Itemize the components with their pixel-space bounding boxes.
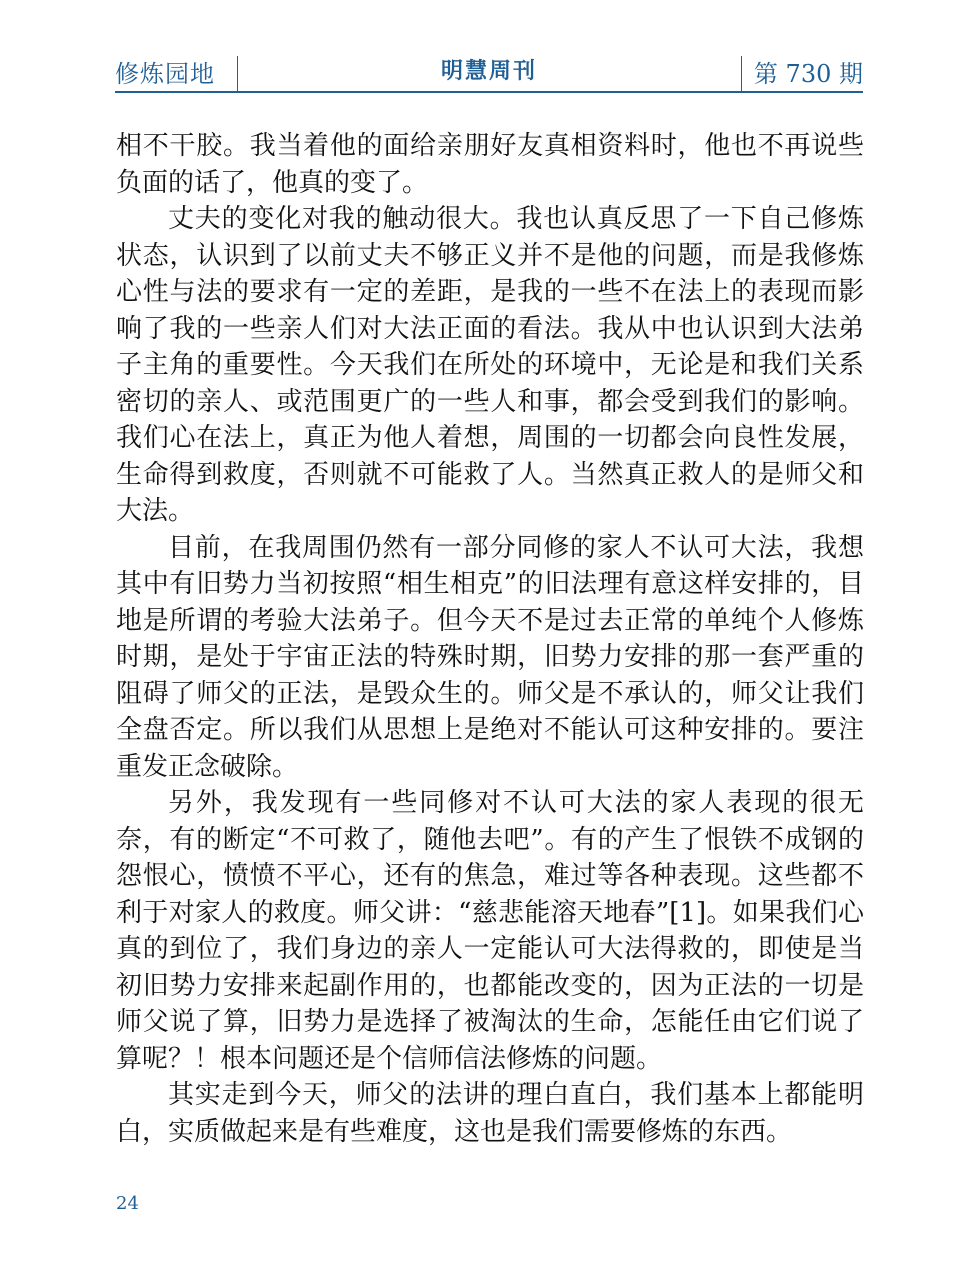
- page-number: 24: [116, 1193, 139, 1214]
- paragraph: 相不干胶。我当着他的面给亲朋好友真相资料时，他也不再说些负面的话了，他真的变了。: [116, 131, 864, 198]
- header-rule: [115, 91, 863, 93]
- article-body: [116, 128, 864, 1150]
- paragraph: 目前，在我周围仍然有一部分同修的家人不认可大法，我想其中有旧势力当初按照“相生相克”的旧法理有意这样安排的，目地是所谓的考验大法弟子。但今天不是过去正常的单纯个人修炼时期，是处于宇宙正法的特殊时期，旧势力安排的那一套严重的阻碍了师父的正法，是毁众生的。师父是不承认的，师父让我们全盘否定。所以我们从思想上是绝对不能认可这种安排的。要注重发正念破除。: [116, 532, 864, 782]
- header-divider-right: [741, 56, 742, 92]
- paragraph: 另外，我发现有一些同修对不认可大法的家人表现的很无奈，有的断定“不可救了，随他去吧”。有的产生了恨铁不成钢的怨恨心，愤愤不平心，还有的焦急，难过等各种表现。这些都不利于对家人的救度。师父讲：“慈悲能溶天地春”[1]。如果我们心真的到位了，我们身边的亲人一定能认可大法得救的，即使是当初旧势力安排来起副作用的，也都能改变的，因为正法的一切是师父说了算，旧势力是选择了被淘汰的生命，怎能任由它们说了算呢？！根本问题还是个信师信法修炼的问题。: [116, 788, 864, 1074]
- paragraph: 丈夫的变化对我的触动很大。我也认真反思了一下自己修炼状态，认识到了以前丈夫不够正义并不是他的问题，而是我修炼心性与法的要求有一定的差距，是我的一些不在法上的表现而影响了我的一些亲人们对大法正面的看法。我从中也认识到大法弟子主角的重要性。今天我们在所处的环境中，无论是和我们关系密切的亲人、或范围更广的一些人和事，都会受到我们的影响。我们心在法上，真正为他人着想，周围的一切都会向良性发展，生命得到救度，否则就不可能救了人。当然真正救人的是师父和大法。: [116, 204, 864, 526]
- paragraph: 其实走到今天，师父的法讲的理白直白，我们基本上都能明白，实质做起来是有些难度，这也是我们需要修炼的东西。: [116, 1080, 864, 1147]
- magazine-title: 明慧周刊: [440, 59, 537, 84]
- issue-number: 第 730 期: [753, 60, 863, 88]
- section-title: 修炼园地: [115, 60, 215, 88]
- page-header: [115, 48, 863, 92]
